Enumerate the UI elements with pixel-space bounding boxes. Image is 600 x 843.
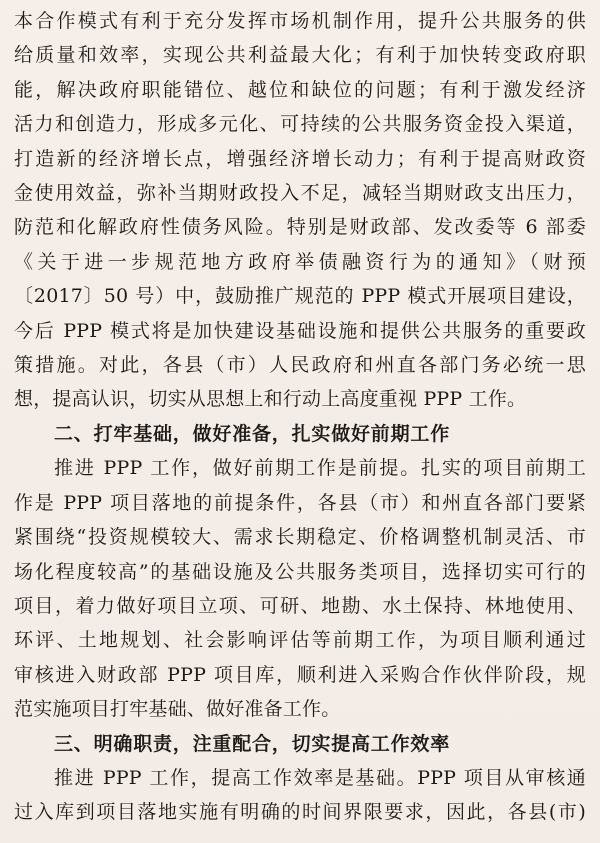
text-line: 金使用效益，弥补当期财政投入不足，减轻当期财政支出压力， — [14, 182, 586, 205]
text-line: 能，解决政府职能错位、越位和缺位的问题；有利于激发经济 — [14, 78, 586, 101]
text-line: 给质量和效率，实现公共利益最大化；有利于加快转变政府职 — [14, 44, 586, 67]
paragraph-preparation — [14, 451, 586, 726]
text-line: 防范和化解政府性债务风险。特别是财政部、发改委等 6 部委 — [14, 216, 586, 239]
paragraph-ppp-benefits — [14, 4, 586, 417]
text-line: 项目，着力做好项目立项、可研、地勘、水土保持、林地使用、 — [14, 594, 586, 617]
text-line: 推进 PPP 工作，做好前期工作是前提。扎实的项目前期工 — [54, 457, 586, 480]
text-line: 审核进入财政部 PPP 项目库，顺利进入采购合作伙伴阶段，规 — [14, 663, 586, 686]
text-line: 打造新的经济增长点，增强经济增长动力；有利于提高财政资 — [14, 147, 586, 170]
text-line: 〔2017〕50 号）中，鼓励推广规范的 PPP 模式开展项目建设， — [14, 285, 586, 308]
paragraph-efficiency — [14, 761, 586, 830]
text-line: 环评、土地规划、社会影响评估等前期工作，为项目顺利通过 — [14, 629, 586, 652]
section-heading-2: 二、打牢基础，做好准备，扎实做好前期工作 — [54, 422, 451, 445]
text-line: 紧围绕“投资规模较大、需求长期稳定、价格调整机制灵活、市 — [14, 526, 586, 549]
text-line: 今后 PPP 模式将是加快建设基础设施和提供公共服务的重要政 — [14, 319, 586, 342]
section-heading-3: 三、明确职责，注重配合，切实提高工作效率 — [54, 732, 451, 755]
text-line: 活力和创造力，形成多元化、可持续的公共服务资金投入渠道， — [14, 113, 586, 136]
text-line: 场化程度较高”的基础设施及公共服务类项目，选择切实可行的 — [14, 560, 586, 583]
text-line: 推进 PPP 工作，提高工作效率是基础。PPP 项目从审核通 — [54, 766, 586, 789]
text-line: 策措施。对此，各县（市）人民政府和州直各部门务必统一思 — [14, 354, 586, 377]
text-line: 本合作模式有利于充分发挥市场机制作用，提升公共服务的供 — [14, 10, 586, 32]
text-line: 想，提高认识，切实从思想上和行动上高度重视 PPP 工作。 — [14, 388, 527, 411]
text-line: 范实施项目打牢基础、做好准备工作。 — [14, 698, 341, 721]
text-line: 《关于进一步规范地方政府举债融资行为的通知》（财预 — [14, 250, 586, 273]
text-line: 过入库到项目落地实施有明确的时间界限要求，因此，各县(市) — [14, 801, 586, 824]
text-line: 作是 PPP 项目落地的前提条件，各县（市）和州直各部门要紧 — [14, 491, 586, 514]
